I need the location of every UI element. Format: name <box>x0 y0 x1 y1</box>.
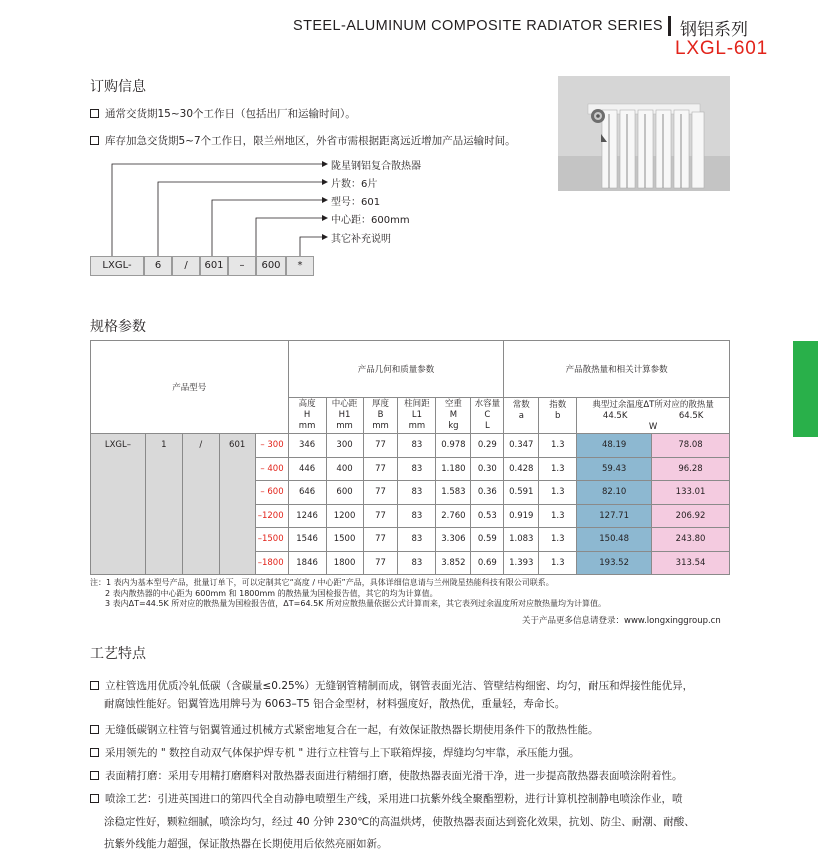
cell-h: 1846 <box>288 551 326 575</box>
cell-heat-64-5k: 78.08 <box>652 434 730 458</box>
cell-b: 77 <box>363 551 398 575</box>
order-item: 库存加急交货期5~7个工作日，限兰州地区，外省市需根据距离远近增加产品运输时间。 <box>90 133 516 148</box>
col-header: 空重 M kg <box>436 398 471 434</box>
checkbox-square-icon <box>90 748 99 757</box>
model-qty-cell: 1 <box>145 434 182 575</box>
craft-line <box>90 724 599 737</box>
cell-b: 77 <box>363 504 398 528</box>
geo-header: 产品几何和质量参数 <box>288 341 504 398</box>
cell-l1: 83 <box>398 528 436 552</box>
order-item: 通常交货期15~30个工作日（包括出厂和运输时间）。 <box>90 106 356 121</box>
cell-h: 1246 <box>288 504 326 528</box>
checkbox-square-icon <box>90 725 99 734</box>
model-suffix-cell: – 600 <box>255 481 288 505</box>
cell-h1: 300 <box>326 434 363 458</box>
code-cell-center: 600 <box>256 256 286 276</box>
cell-c: 0.69 <box>471 551 504 575</box>
craft-line <box>90 747 580 760</box>
cell-h: 346 <box>288 434 326 458</box>
cell-heat-44-5k: 82.10 <box>577 481 652 505</box>
code-label-center-distance: 中心距：600mm <box>331 215 410 226</box>
craft-section-title: 工艺特点 <box>90 646 146 662</box>
craft-line <box>104 838 388 851</box>
craft-line-text: 耐腐蚀性能好。铝翼管选用牌号为 6063–T5 铝合金型材，材料强度好，散热优，重量轻，寿命长。 <box>104 698 566 710</box>
cell-c: 0.59 <box>471 528 504 552</box>
cell-m: 3.852 <box>436 551 471 575</box>
spec-notes <box>90 578 606 610</box>
cell-heat-64-5k: 96.28 <box>652 457 730 481</box>
side-tab-marker <box>793 341 818 437</box>
code-cell-sections: 6 <box>144 256 172 276</box>
cell-b: 1.3 <box>539 528 577 552</box>
cell-heat-44-5k: 59.43 <box>577 457 652 481</box>
series-title-en: STEEL-ALUMINUM COMPOSITE RADIATOR SERIES <box>293 18 663 34</box>
col-header: 水容量 C L <box>471 398 504 434</box>
code-cell-dash: – <box>228 256 256 276</box>
cell-l1: 83 <box>398 481 436 505</box>
heat-output-header: 典型过余温度ΔT所对应的散热量 44.5K 64.5K W <box>577 398 730 434</box>
cell-l1: 83 <box>398 551 436 575</box>
cell-b: 77 <box>363 481 398 505</box>
cell-b: 77 <box>363 434 398 458</box>
cell-m: 3.306 <box>436 528 471 552</box>
code-cell-prefix: LXGL- <box>90 256 144 276</box>
cell-heat-44-5k: 150.48 <box>577 528 652 552</box>
cell-l1: 83 <box>398 504 436 528</box>
col-header: 常数 a <box>504 398 539 434</box>
cell-heat-64-5k: 133.01 <box>652 481 730 505</box>
craft-line-text: 无缝低碳钢立柱管与铝翼管通过机械方式紧密地复合在一起，有效保证散热器长期使用条件下的散热性能。 <box>105 724 599 736</box>
cell-l1: 83 <box>398 434 436 458</box>
cell-h: 1546 <box>288 528 326 552</box>
order-code-leader-lines <box>0 0 818 300</box>
cell-b: 77 <box>363 528 398 552</box>
cell-b: 1.3 <box>539 457 577 481</box>
cell-a: 0.428 <box>504 457 539 481</box>
cell-c: 0.29 <box>471 434 504 458</box>
model-suffix-cell: – 400 <box>255 457 288 481</box>
model-slash-cell: / <box>182 434 219 575</box>
more-info-link-text: 关于产品更多信息请登录：www.longxinggroup.cn <box>522 616 721 626</box>
craft-line <box>90 680 693 693</box>
cell-c: 0.53 <box>471 504 504 528</box>
cell-m: 0.978 <box>436 434 471 458</box>
model-suffix-cell: – 300 <box>255 434 288 458</box>
cell-heat-44-5k: 48.19 <box>577 434 652 458</box>
col-header: 厚度 B mm <box>363 398 398 434</box>
cell-a: 1.393 <box>504 551 539 575</box>
cell-h1: 1500 <box>326 528 363 552</box>
cell-a: 1.083 <box>504 528 539 552</box>
code-label-brand: 陇星钢铝复合散热器 <box>331 161 421 172</box>
col-header: 高度 H mm <box>288 398 326 434</box>
note: 注：1 表内为基本型号产品，批量订单下，可以定制其它“高度 / 中心距”产品，具体详细信息请与兰州陇星热能科技有限公司联系。 <box>90 578 554 587</box>
cell-h1: 600 <box>326 481 363 505</box>
craft-line-text: 涂稳定性好，颗粒细腻，喷涂均匀，经过 40 分钟 230℃的高温烘烤，使散热器表面达到瓷化效果，抗划、防尘、耐潮、耐酸、 <box>104 816 695 828</box>
cell-m: 1.180 <box>436 457 471 481</box>
code-cell-model: 601 <box>200 256 228 276</box>
order-section-title: 订购信息 <box>90 79 146 95</box>
model-prefix-cell: LXGL– <box>91 434 146 575</box>
craft-line-text: 立柱管选用优质冷轧低碳（含碳量≤0.25%）无缝钢管精制而成，钢管表面光洁、管壁结构细密、均匀，耐压和焊接性能优异， <box>105 680 694 692</box>
model-suffix-cell: –1800 <box>255 551 288 575</box>
model-number-cell: 601 <box>219 434 255 575</box>
craft-line <box>90 793 683 806</box>
code-cell-other: * <box>286 256 314 276</box>
cell-h: 646 <box>288 481 326 505</box>
cell-h1: 400 <box>326 457 363 481</box>
model-suffix-cell: –1500 <box>255 528 288 552</box>
code-label-sections: 片数：6片 <box>331 179 378 190</box>
col-header: 指数 b <box>539 398 577 434</box>
cell-b: 1.3 <box>539 481 577 505</box>
cell-a: 0.919 <box>504 504 539 528</box>
cell-m: 1.583 <box>436 481 471 505</box>
model-title: LXGL-601 <box>674 38 768 59</box>
spec-table <box>90 340 730 575</box>
cell-c: 0.36 <box>471 481 504 505</box>
cell-c: 0.30 <box>471 457 504 481</box>
model-suffix-cell: –1200 <box>255 504 288 528</box>
cell-heat-64-5k: 313.54 <box>652 551 730 575</box>
cell-h1: 1800 <box>326 551 363 575</box>
note: 2 表内散热器的中心距为 600mm 和 1800mm 的散热量为国检报告值，其它的均为计算值。 <box>105 588 438 598</box>
note: 3 表内ΔT=44.5K 所对应的散热量为国检报告值，ΔT=64.5K 所对应散热量依据公式计算而来，其它表列过余温度所对应散热量均为计算值。 <box>105 599 606 608</box>
spec-section-title: 规格参数 <box>90 319 146 335</box>
code-label-model: 型号：601 <box>331 197 381 208</box>
cell-b: 1.3 <box>539 434 577 458</box>
heat-header: 产品散热量和相关计算参数 <box>504 341 730 398</box>
cell-heat-64-5k: 206.92 <box>652 504 730 528</box>
craft-line-text: 喷涂工艺：引进英国进口的第四代全自动静电喷塑生产线，采用进口抗紫外线全聚酯塑粉，进行计算机控制静电喷涂作业，喷 <box>105 793 683 805</box>
code-label-other: 其它补充说明 <box>331 234 391 245</box>
cell-b: 1.3 <box>539 551 577 575</box>
cell-heat-44-5k: 193.52 <box>577 551 652 575</box>
craft-line-text: 采用领先的 " 数控自动双气体保护焊专机 " 进行立柱管与上下联箱焊接，焊缝均匀牢靠，承压能力强。 <box>105 747 580 759</box>
checkbox-square-icon <box>90 681 99 690</box>
craft-line <box>104 698 565 711</box>
craft-line-text: 抗紫外线能力超强，保证散热器在长期使用后依然亮丽如新。 <box>104 838 388 850</box>
checkbox-square-icon <box>90 771 99 780</box>
craft-line <box>104 816 695 829</box>
cell-m: 2.760 <box>436 504 471 528</box>
series-title-cn: 钢铝系列 <box>680 20 748 40</box>
col-header: 柱间距 L1 mm <box>398 398 436 434</box>
model-header: 产品型号 <box>91 341 289 434</box>
craft-line <box>90 770 683 783</box>
cell-b: 77 <box>363 457 398 481</box>
cell-a: 0.591 <box>504 481 539 505</box>
cell-heat-64-5k: 243.80 <box>652 528 730 552</box>
code-cell-slash: / <box>172 256 200 276</box>
cell-h: 446 <box>288 457 326 481</box>
cell-l1: 83 <box>398 457 436 481</box>
cell-heat-44-5k: 127.71 <box>577 504 652 528</box>
table-row <box>91 434 730 458</box>
cell-a: 0.347 <box>504 434 539 458</box>
cell-b: 1.3 <box>539 504 577 528</box>
craft-line-text: 表面精打磨：采用专用精打磨磨料对散热器表面进行精细打磨，使散热器表面光滑干净，进一步提高散热器表面喷涂附着性。 <box>105 770 683 782</box>
cell-h1: 1200 <box>326 504 363 528</box>
checkbox-square-icon <box>90 794 99 803</box>
col-header: 中心距 H1 mm <box>326 398 363 434</box>
